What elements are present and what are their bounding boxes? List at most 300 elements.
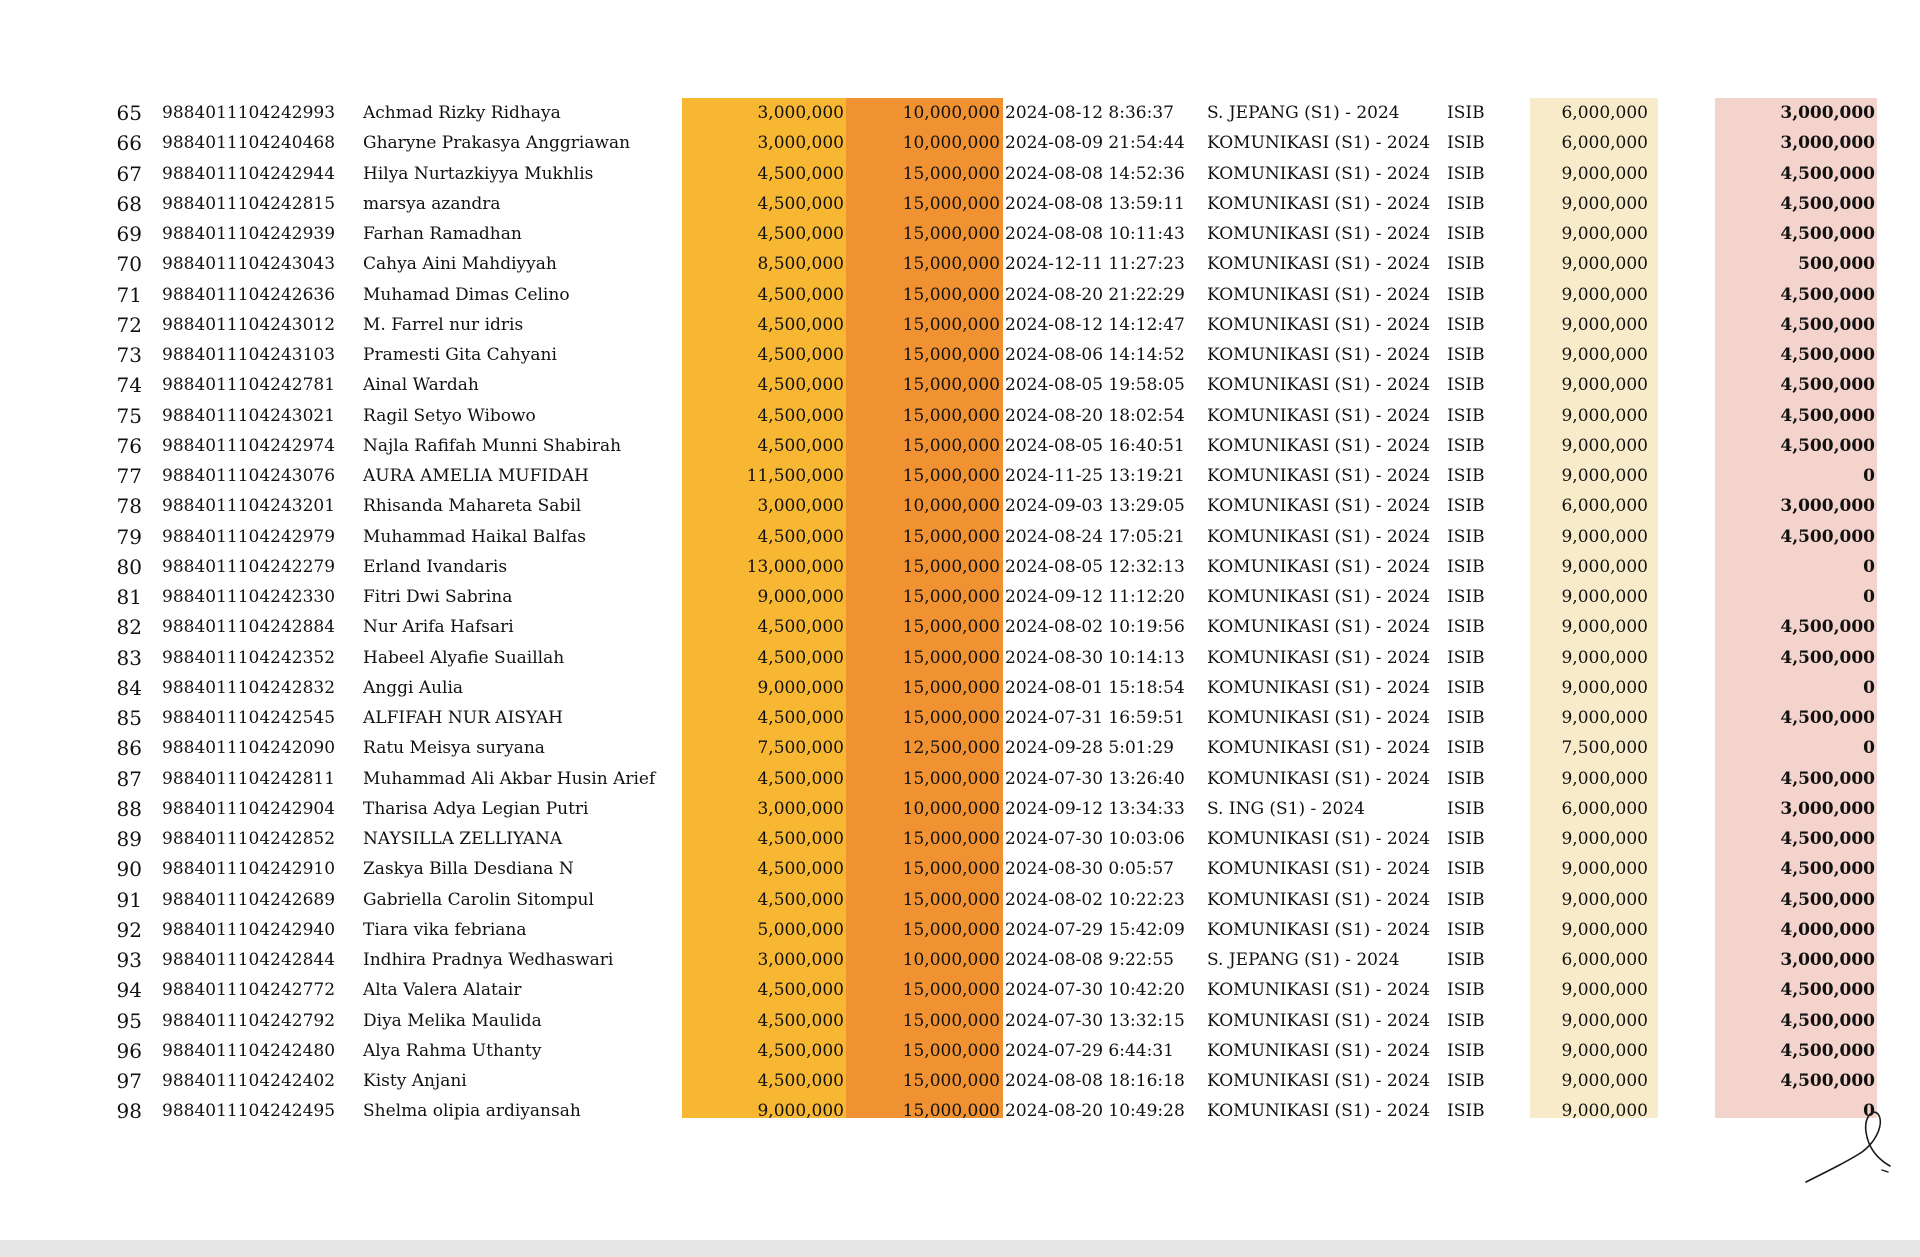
student-id: 9884011104242495 <box>162 1101 336 1122</box>
student-name: Tiara vika febriana <box>363 919 527 940</box>
row-number: 97 <box>116 1069 142 1093</box>
student-name: M. Farrel nur idris <box>363 314 524 335</box>
row-number: 72 <box>116 312 142 337</box>
row-number: 89 <box>116 827 142 851</box>
fee-amount: 6,000,000 <box>1561 103 1648 123</box>
student-name: Fitri Dwi Sabrina <box>363 587 513 607</box>
total-amount: 15,000,000 <box>902 556 1000 577</box>
row-number: 80 <box>116 554 142 579</box>
fee-amount: 9,000,000 <box>1561 919 1648 940</box>
payment-date: 2024-09-12 11:12:20 <box>1005 587 1185 607</box>
table-row <box>0 491 1920 521</box>
faculty: ISIB <box>1447 617 1485 638</box>
study-program: KOMUNIKASI (S1) - 2024 <box>1207 405 1431 426</box>
student-name: Najla Rafifah Munni Shabirah <box>363 435 622 456</box>
paid-amount: 4,500,000 <box>757 163 844 184</box>
student-name: Ainal Wardah <box>363 375 479 396</box>
student-id: 9884011104240468 <box>162 133 336 154</box>
fee-amount: 9,000,000 <box>1561 466 1648 486</box>
fee-amount: 9,000,000 <box>1561 708 1648 728</box>
total-amount: 10,000,000 <box>902 133 1000 154</box>
payment-date: 2024-09-12 13:34:33 <box>1005 798 1185 819</box>
faculty: ISIB <box>1447 375 1485 396</box>
row-number: 71 <box>116 282 142 307</box>
fee-amount: 9,000,000 <box>1561 1010 1648 1031</box>
faculty: ISIB <box>1447 224 1485 244</box>
table-row <box>0 582 1920 612</box>
total-amount: 15,000,000 <box>902 768 1000 789</box>
remaining-amount: 4,500,000 <box>1780 980 1875 1001</box>
study-program: KOMUNIKASI (S1) - 2024 <box>1207 284 1431 305</box>
fee-amount: 9,000,000 <box>1561 526 1648 547</box>
table-row <box>0 552 1920 582</box>
table-row <box>0 733 1920 763</box>
table-row <box>0 1036 1920 1066</box>
paid-amount: 5,000,000 <box>757 919 844 940</box>
faculty: ISIB <box>1447 647 1485 668</box>
remaining-amount: 4,500,000 <box>1780 435 1875 456</box>
fee-amount: 9,000,000 <box>1561 647 1648 668</box>
faculty: ISIB <box>1447 889 1485 910</box>
total-amount: 15,000,000 <box>902 405 1000 426</box>
student-id: 9884011104242279 <box>162 556 336 577</box>
remaining-amount: 4,500,000 <box>1780 284 1875 305</box>
faculty: ISIB <box>1447 314 1485 335</box>
paid-amount: 7,500,000 <box>757 738 844 759</box>
student-id: 9884011104242940 <box>162 919 336 940</box>
row-number: 98 <box>116 1099 142 1124</box>
student-name: AURA AMELIA MUFIDAH <box>363 466 589 486</box>
paid-amount: 3,000,000 <box>757 798 844 819</box>
remaining-amount: 4,500,000 <box>1780 859 1875 880</box>
row-number: 85 <box>116 706 142 730</box>
remaining-amount: 4,500,000 <box>1780 375 1875 396</box>
student-name: Erland Ivandaris <box>363 556 508 577</box>
student-id: 9884011104243103 <box>162 345 336 365</box>
remaining-amount: 4,500,000 <box>1780 1071 1875 1091</box>
table-row <box>0 975 1920 1005</box>
study-program: KOMUNIKASI (S1) - 2024 <box>1207 859 1431 880</box>
row-number: 81 <box>116 585 142 609</box>
row-number: 86 <box>116 736 142 761</box>
table-row <box>0 189 1920 219</box>
student-name: Cahya Aini Mahdiyyah <box>363 254 557 275</box>
paid-amount: 4,500,000 <box>757 708 844 728</box>
faculty: ISIB <box>1447 738 1485 759</box>
total-amount: 15,000,000 <box>902 677 1000 698</box>
student-id: 9884011104242979 <box>162 526 336 547</box>
student-name: Gharyne Prakasya Anggriawan <box>363 133 631 154</box>
study-program: KOMUNIKASI (S1) - 2024 <box>1207 466 1431 486</box>
remaining-amount: 3,000,000 <box>1780 798 1875 819</box>
fee-amount: 9,000,000 <box>1561 1101 1648 1122</box>
paid-amount: 8,500,000 <box>757 254 844 275</box>
fee-amount: 9,000,000 <box>1561 435 1648 456</box>
payment-date: 2024-08-08 9:22:55 <box>1005 950 1174 970</box>
study-program: KOMUNIKASI (S1) - 2024 <box>1207 1010 1431 1031</box>
paid-amount: 4,500,000 <box>757 193 844 214</box>
paid-amount: 4,500,000 <box>757 829 844 849</box>
fee-amount: 9,000,000 <box>1561 224 1648 244</box>
faculty: ISIB <box>1447 496 1485 517</box>
faculty: ISIB <box>1447 103 1485 123</box>
payment-date: 2024-07-29 6:44:31 <box>1005 1040 1174 1061</box>
table-row <box>0 1006 1920 1036</box>
study-program: KOMUNIKASI (S1) - 2024 <box>1207 314 1431 335</box>
row-number: 84 <box>116 675 142 700</box>
paid-amount: 3,000,000 <box>757 950 844 970</box>
paid-amount: 4,500,000 <box>757 284 844 305</box>
total-amount: 15,000,000 <box>902 284 1000 305</box>
fee-amount: 9,000,000 <box>1561 375 1648 396</box>
payment-date: 2024-07-30 13:26:40 <box>1005 768 1185 789</box>
faculty: ISIB <box>1447 254 1485 275</box>
row-number: 78 <box>116 494 142 519</box>
total-amount: 15,000,000 <box>902 889 1000 910</box>
paid-amount: 9,000,000 <box>757 1101 844 1122</box>
student-id: 9884011104242689 <box>162 889 336 910</box>
faculty: ISIB <box>1447 1071 1485 1091</box>
payment-date: 2024-07-30 10:42:20 <box>1005 980 1185 1001</box>
study-program: KOMUNIKASI (S1) - 2024 <box>1207 435 1431 456</box>
handwritten-signature-icon <box>1800 1100 1900 1190</box>
study-program: KOMUNIKASI (S1) - 2024 <box>1207 677 1431 698</box>
study-program: S. ING (S1) - 2024 <box>1207 798 1365 819</box>
student-id: 9884011104243076 <box>162 466 336 486</box>
student-id: 9884011104242352 <box>162 647 336 668</box>
remaining-amount: 4,500,000 <box>1780 1010 1875 1031</box>
row-number: 75 <box>116 403 142 428</box>
row-number: 74 <box>116 373 142 398</box>
paid-amount: 4,500,000 <box>757 375 844 396</box>
faculty: ISIB <box>1447 1040 1485 1061</box>
student-id: 9884011104243201 <box>162 496 336 517</box>
faculty: ISIB <box>1447 163 1485 184</box>
row-number: 95 <box>116 1008 142 1033</box>
student-name: Kisty Anjani <box>363 1071 467 1091</box>
study-program: KOMUNIKASI (S1) - 2024 <box>1207 193 1431 214</box>
payment-date: 2024-08-08 10:11:43 <box>1005 224 1185 244</box>
fee-amount: 9,000,000 <box>1561 1071 1648 1091</box>
student-name: Achmad Rizky Ridhaya <box>363 103 561 123</box>
remaining-amount: 4,500,000 <box>1780 163 1875 184</box>
student-id: 9884011104242792 <box>162 1010 336 1031</box>
study-program: KOMUNIKASI (S1) - 2024 <box>1207 889 1431 910</box>
table-row <box>0 764 1920 794</box>
student-id: 9884011104242815 <box>162 193 336 214</box>
student-name: Indhira Pradnya Wedhaswari <box>363 950 614 970</box>
payment-date: 2024-08-09 21:54:44 <box>1005 133 1185 154</box>
study-program: KOMUNIKASI (S1) - 2024 <box>1207 254 1431 275</box>
paid-amount: 4,500,000 <box>757 405 844 426</box>
remaining-amount: 0 <box>1863 1101 1875 1122</box>
total-amount: 10,000,000 <box>902 798 1000 819</box>
table-row <box>0 612 1920 642</box>
payment-date: 2024-09-03 13:29:05 <box>1005 496 1185 517</box>
payment-date: 2024-08-05 12:32:13 <box>1005 556 1185 577</box>
total-amount: 15,000,000 <box>902 375 1000 396</box>
total-amount: 15,000,000 <box>902 859 1000 880</box>
student-name: ALFIFAH NUR AISYAH <box>363 708 563 728</box>
student-id: 9884011104242832 <box>162 677 336 698</box>
total-amount: 15,000,000 <box>902 829 1000 849</box>
table-row <box>0 824 1920 854</box>
remaining-amount: 4,500,000 <box>1780 647 1875 668</box>
remaining-amount: 0 <box>1863 677 1875 698</box>
student-id: 9884011104242852 <box>162 829 336 849</box>
student-id: 9884011104242781 <box>162 375 336 396</box>
remaining-amount: 4,500,000 <box>1780 193 1875 214</box>
row-number: 65 <box>116 101 142 125</box>
payment-date: 2024-08-12 14:12:47 <box>1005 314 1185 335</box>
total-amount: 15,000,000 <box>902 980 1000 1001</box>
total-amount: 15,000,000 <box>902 526 1000 547</box>
payment-date: 2024-08-24 17:05:21 <box>1005 526 1185 547</box>
fee-amount: 9,000,000 <box>1561 345 1648 365</box>
total-amount: 15,000,000 <box>902 163 1000 184</box>
total-amount: 15,000,000 <box>902 314 1000 335</box>
fee-amount: 9,000,000 <box>1561 314 1648 335</box>
row-number: 90 <box>116 857 142 882</box>
remaining-amount: 4,000,000 <box>1780 919 1875 940</box>
table-row <box>0 370 1920 400</box>
faculty: ISIB <box>1447 768 1485 789</box>
student-id: 9884011104242545 <box>162 708 336 728</box>
total-amount: 15,000,000 <box>902 254 1000 275</box>
student-id: 9884011104242636 <box>162 284 336 305</box>
faculty: ISIB <box>1447 587 1485 607</box>
remaining-amount: 0 <box>1863 466 1875 486</box>
remaining-amount: 4,500,000 <box>1780 526 1875 547</box>
table-row <box>0 340 1920 370</box>
paid-amount: 4,500,000 <box>757 1040 844 1061</box>
paid-amount: 4,500,000 <box>757 526 844 547</box>
payment-date: 2024-07-30 10:03:06 <box>1005 829 1185 849</box>
fee-amount: 9,000,000 <box>1561 617 1648 638</box>
payment-date: 2024-08-08 13:59:11 <box>1005 193 1185 214</box>
paid-amount: 9,000,000 <box>757 677 844 698</box>
fee-amount: 9,000,000 <box>1561 193 1648 214</box>
table-row <box>0 128 1920 158</box>
fee-amount: 6,000,000 <box>1561 798 1648 819</box>
row-number: 91 <box>116 887 142 912</box>
paid-amount: 11,500,000 <box>746 466 844 486</box>
paid-amount: 9,000,000 <box>757 587 844 607</box>
total-amount: 15,000,000 <box>902 617 1000 638</box>
paid-amount: 3,000,000 <box>757 496 844 517</box>
table-row <box>0 945 1920 975</box>
paid-amount: 4,500,000 <box>757 1010 844 1031</box>
study-program: KOMUNIKASI (S1) - 2024 <box>1207 556 1431 577</box>
student-id: 9884011104242844 <box>162 950 336 970</box>
table-row <box>0 249 1920 279</box>
student-id: 9884011104242480 <box>162 1040 336 1061</box>
payment-date: 2024-08-20 10:49:28 <box>1005 1101 1185 1122</box>
faculty: ISIB <box>1447 950 1485 970</box>
remaining-amount: 4,500,000 <box>1780 405 1875 426</box>
paid-amount: 4,500,000 <box>757 435 844 456</box>
student-name: Muhammad Haikal Balfas <box>363 526 586 547</box>
total-amount: 15,000,000 <box>902 345 1000 365</box>
fee-amount: 9,000,000 <box>1561 980 1648 1001</box>
remaining-amount: 500,000 <box>1798 254 1875 275</box>
faculty: ISIB <box>1447 1101 1485 1122</box>
row-number: 66 <box>116 131 142 156</box>
total-amount: 12,500,000 <box>902 738 1000 759</box>
student-name: Habeel Alyafie Suaillah <box>363 647 565 668</box>
student-id: 9884011104242939 <box>162 224 336 244</box>
fee-amount: 6,000,000 <box>1561 496 1648 517</box>
student-name: Anggi Aulia <box>363 677 464 698</box>
study-program: KOMUNIKASI (S1) - 2024 <box>1207 708 1431 728</box>
payment-date: 2024-08-12 8:36:37 <box>1005 103 1174 123</box>
row-number: 96 <box>116 1038 142 1063</box>
student-name: NAYSILLA ZELLIYANA <box>363 829 563 849</box>
remaining-amount: 0 <box>1863 587 1875 607</box>
table-row <box>0 159 1920 189</box>
study-program: KOMUNIKASI (S1) - 2024 <box>1207 647 1431 668</box>
row-number: 77 <box>116 464 142 488</box>
fee-amount: 9,000,000 <box>1561 405 1648 426</box>
student-id: 9884011104242993 <box>162 103 336 123</box>
remaining-amount: 4,500,000 <box>1780 889 1875 910</box>
table-row <box>0 98 1920 128</box>
table-row <box>0 885 1920 915</box>
student-name: Zaskya Billa Desdiana N <box>363 859 574 880</box>
remaining-amount: 3,000,000 <box>1780 103 1875 123</box>
study-program: KOMUNIKASI (S1) - 2024 <box>1207 1101 1431 1122</box>
fee-amount: 9,000,000 <box>1561 768 1648 789</box>
study-program: KOMUNIKASI (S1) - 2024 <box>1207 617 1431 638</box>
total-amount: 15,000,000 <box>902 224 1000 244</box>
student-id: 9884011104243043 <box>162 254 336 275</box>
remaining-amount: 3,000,000 <box>1780 950 1875 970</box>
remaining-amount: 3,000,000 <box>1780 133 1875 154</box>
faculty: ISIB <box>1447 798 1485 819</box>
table-row <box>0 522 1920 552</box>
study-program: S. JEPANG (S1) - 2024 <box>1207 950 1400 970</box>
study-program: KOMUNIKASI (S1) - 2024 <box>1207 829 1431 849</box>
total-amount: 15,000,000 <box>902 647 1000 668</box>
paid-amount: 4,500,000 <box>757 617 844 638</box>
paid-amount: 3,000,000 <box>757 103 844 123</box>
paid-amount: 4,500,000 <box>757 980 844 1001</box>
payment-date: 2024-11-25 13:19:21 <box>1005 466 1185 486</box>
study-program: KOMUNIKASI (S1) - 2024 <box>1207 526 1431 547</box>
remaining-amount: 4,500,000 <box>1780 345 1875 365</box>
student-id: 9884011104242402 <box>162 1071 336 1091</box>
study-program: KOMUNIKASI (S1) - 2024 <box>1207 496 1431 517</box>
paid-amount: 4,500,000 <box>757 859 844 880</box>
fee-amount: 9,000,000 <box>1561 284 1648 305</box>
fee-amount: 9,000,000 <box>1561 163 1648 184</box>
remaining-amount: 4,500,000 <box>1780 314 1875 335</box>
payment-date: 2024-08-08 14:52:36 <box>1005 163 1185 184</box>
student-id: 9884011104242944 <box>162 163 336 184</box>
student-name: Ratu Meisya suryana <box>363 738 545 759</box>
study-program: KOMUNIKASI (S1) - 2024 <box>1207 919 1431 940</box>
fee-amount: 9,000,000 <box>1561 556 1648 577</box>
payment-date: 2024-08-30 0:05:57 <box>1005 859 1174 880</box>
study-program: KOMUNIKASI (S1) - 2024 <box>1207 980 1431 1001</box>
student-name: Gabriella Carolin Sitompul <box>363 889 594 910</box>
row-number: 67 <box>116 161 142 186</box>
payment-date: 2024-08-06 14:14:52 <box>1005 345 1185 365</box>
total-amount: 15,000,000 <box>902 193 1000 214</box>
faculty: ISIB <box>1447 193 1485 214</box>
student-name: Diya Melika Maulida <box>363 1010 542 1031</box>
faculty: ISIB <box>1447 526 1485 547</box>
student-id: 9884011104242330 <box>162 587 336 607</box>
paid-amount: 4,500,000 <box>757 1071 844 1091</box>
row-number: 92 <box>116 917 142 942</box>
student-id: 9884011104242884 <box>162 617 336 638</box>
paid-amount: 4,500,000 <box>757 647 844 668</box>
table-row <box>0 280 1920 310</box>
total-amount: 15,000,000 <box>902 1071 1000 1091</box>
fee-amount: 9,000,000 <box>1561 587 1648 607</box>
student-id: 9884011104243021 <box>162 405 336 426</box>
student-id: 9884011104242811 <box>162 768 336 789</box>
student-name: Farhan Ramadhan <box>363 224 522 244</box>
total-amount: 15,000,000 <box>902 1101 1000 1122</box>
faculty: ISIB <box>1447 1010 1485 1031</box>
study-program: KOMUNIKASI (S1) - 2024 <box>1207 1071 1431 1091</box>
remaining-amount: 3,000,000 <box>1780 496 1875 517</box>
study-program: KOMUNIKASI (S1) - 2024 <box>1207 587 1431 607</box>
row-number: 82 <box>116 615 142 640</box>
payment-date: 2024-08-05 19:58:05 <box>1005 375 1185 396</box>
payment-date: 2024-08-20 18:02:54 <box>1005 405 1185 426</box>
student-name: Alta Valera Alatair <box>363 980 522 1001</box>
study-program: S. JEPANG (S1) - 2024 <box>1207 103 1400 123</box>
table-row <box>0 643 1920 673</box>
table-row <box>0 673 1920 703</box>
table-row <box>0 1066 1920 1096</box>
study-program: KOMUNIKASI (S1) - 2024 <box>1207 1040 1431 1061</box>
student-name: Tharisa Adya Legian Putri <box>363 798 589 819</box>
row-number: 73 <box>116 343 142 367</box>
table-row <box>0 1096 1920 1126</box>
total-amount: 15,000,000 <box>902 466 1000 486</box>
paid-amount: 13,000,000 <box>746 556 844 577</box>
paid-amount: 4,500,000 <box>757 345 844 365</box>
remaining-amount: 4,500,000 <box>1780 768 1875 789</box>
fee-amount: 9,000,000 <box>1561 254 1648 275</box>
remaining-amount: 0 <box>1863 556 1875 577</box>
student-id: 9884011104243012 <box>162 314 336 335</box>
total-amount: 10,000,000 <box>902 496 1000 517</box>
study-program: KOMUNIKASI (S1) - 2024 <box>1207 224 1431 244</box>
study-program: KOMUNIKASI (S1) - 2024 <box>1207 133 1431 154</box>
total-amount: 15,000,000 <box>902 708 1000 728</box>
student-name: Muhamad Dimas Celino <box>363 284 570 305</box>
fee-amount: 9,000,000 <box>1561 859 1648 880</box>
student-id: 9884011104242772 <box>162 980 336 1001</box>
fee-amount: 9,000,000 <box>1561 1040 1648 1061</box>
payment-date: 2024-08-02 10:19:56 <box>1005 617 1185 638</box>
remaining-amount: 4,500,000 <box>1780 1040 1875 1061</box>
student-name: Ragil Setyo Wibowo <box>363 405 536 426</box>
faculty: ISIB <box>1447 556 1485 577</box>
faculty: ISIB <box>1447 435 1485 456</box>
study-program: KOMUNIKASI (S1) - 2024 <box>1207 738 1431 759</box>
payment-date: 2024-08-01 15:18:54 <box>1005 677 1185 698</box>
student-name: Muhammad Ali Akbar Husin Arief <box>363 768 656 789</box>
row-number: 76 <box>116 433 142 458</box>
total-amount: 15,000,000 <box>902 1010 1000 1031</box>
payment-date: 2024-08-20 21:22:29 <box>1005 284 1185 305</box>
